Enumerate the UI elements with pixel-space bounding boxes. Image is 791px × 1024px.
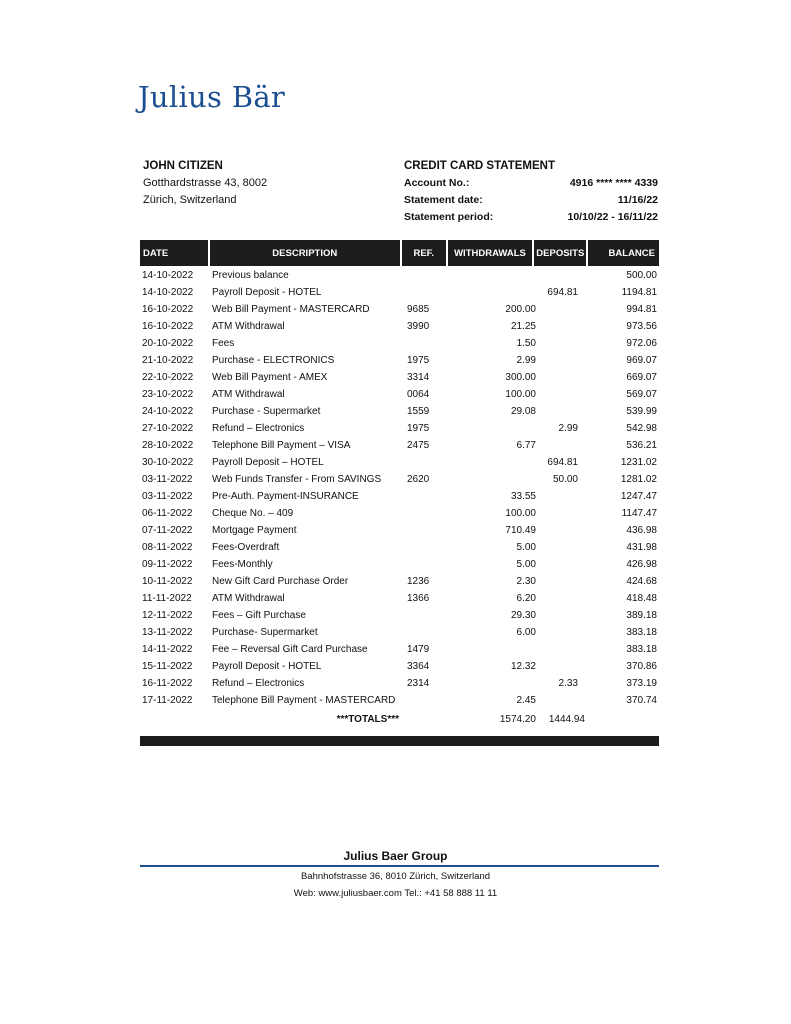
row-ref: 1366 <box>407 593 430 604</box>
row-balance: 973.56 <box>626 321 657 332</box>
statement-title: CREDIT CARD STATEMENT <box>404 160 555 172</box>
table-row <box>140 590 659 607</box>
row-description: Payroll Deposit – HOTEL <box>212 457 324 468</box>
row-ref: 1559 <box>407 406 430 417</box>
row-description: New Gift Card Purchase Order <box>212 576 349 587</box>
row-balance: 569.07 <box>626 389 657 400</box>
row-date: 21-10-2022 <box>142 355 194 366</box>
footer-company: Julius Baer Group <box>343 849 448 863</box>
header-withdrawals: WITHDRAWALS <box>448 240 533 266</box>
row-description: Purchase- Supermarket <box>212 627 318 638</box>
row-description: Cheque No. – 409 <box>212 508 294 519</box>
row-withdrawal: 1.50 <box>516 338 536 349</box>
row-withdrawal: 2.99 <box>516 355 536 366</box>
row-date: 07-11-2022 <box>142 525 193 536</box>
header-description: DESCRIPTION <box>210 240 400 266</box>
row-description: ATM Withdrawal <box>212 593 285 604</box>
table-row <box>140 573 659 590</box>
row-deposit: 50.00 <box>552 474 578 485</box>
table-bottom-bar <box>140 736 659 746</box>
row-balance: 994.81 <box>626 304 657 315</box>
row-description: Fees <box>212 338 235 349</box>
row-date: 09-11-2022 <box>142 559 193 570</box>
row-date: 13-11-2022 <box>142 627 193 638</box>
row-withdrawal: 100.00 <box>505 389 536 400</box>
row-ref: 1236 <box>407 576 430 587</box>
row-description: Previous balance <box>212 270 289 281</box>
statement-date-label: Statement date: <box>404 194 483 206</box>
row-date: 16-10-2022 <box>142 304 194 315</box>
row-balance: 370.86 <box>626 661 657 672</box>
row-date: 08-11-2022 <box>142 542 193 553</box>
footer-contact: Web: www.juliusbaer.com Tel.: +41 58 888 11 11 <box>293 888 498 899</box>
statement-period-value: 10/10/22 - 16/11/22 <box>567 211 658 223</box>
customer-address-block <box>143 158 267 209</box>
totals-label: ***TOTALS*** <box>336 713 399 725</box>
row-balance: 431.98 <box>626 542 657 553</box>
table-row <box>140 437 659 454</box>
row-ref: 3990 <box>407 321 430 332</box>
table-row <box>140 369 659 386</box>
table-body <box>140 267 659 709</box>
row-date: 03-11-2022 <box>142 474 193 485</box>
row-date: 10-11-2022 <box>142 576 193 587</box>
row-balance: 389.18 <box>626 610 657 621</box>
table-row <box>140 488 659 505</box>
row-ref: 3364 <box>407 661 430 672</box>
statement-info-block <box>404 158 658 226</box>
row-date: 17-11-2022 <box>142 695 193 706</box>
table-row <box>140 284 659 301</box>
row-balance: 1281.02 <box>620 474 657 485</box>
row-withdrawal: 200.00 <box>505 304 536 315</box>
row-ref: 0064 <box>407 389 430 400</box>
row-ref: 1479 <box>407 644 430 655</box>
row-description: Fees-Monthly <box>212 559 273 570</box>
table-row <box>140 335 659 352</box>
table-row <box>140 624 659 641</box>
row-description: Fee – Reversal Gift Card Purchase <box>212 644 368 655</box>
row-balance: 370.74 <box>626 695 657 706</box>
statement-date-value: 11/16/22 <box>617 194 658 206</box>
row-date: 23-10-2022 <box>142 389 194 400</box>
row-description: Fees – Gift Purchase <box>212 610 306 621</box>
row-description: Refund – Electronics <box>212 678 305 689</box>
row-withdrawal: 33.55 <box>510 491 536 502</box>
totals-row <box>140 709 659 729</box>
footer-address: Bahnhofstrasse 36, 8010 Zürich, Switzerland <box>300 871 491 882</box>
table-row <box>140 522 659 539</box>
row-deposit: 2.33 <box>558 678 578 689</box>
row-balance: 1194.81 <box>621 287 657 298</box>
row-date: 14-11-2022 <box>142 644 193 655</box>
row-balance: 383.18 <box>626 644 657 655</box>
row-balance: 383.18 <box>626 627 657 638</box>
customer-name: JOHN CITIZEN <box>143 160 223 172</box>
row-date: 14-10-2022 <box>142 270 194 281</box>
row-description: Pre-Auth. Payment-INSURANCE <box>212 491 359 502</box>
table-row <box>140 505 659 522</box>
statement-period-row <box>404 209 658 226</box>
table-row <box>140 607 659 624</box>
transactions-table <box>140 240 659 729</box>
table-row <box>140 692 659 709</box>
row-ref: 2314 <box>407 678 430 689</box>
row-balance: 536.21 <box>626 440 657 451</box>
row-date: 15-11-2022 <box>142 661 193 672</box>
row-balance: 424.68 <box>626 576 657 587</box>
row-balance: 669.07 <box>626 372 657 383</box>
row-description: Refund – Electronics <box>212 423 305 434</box>
footer-divider <box>140 865 659 867</box>
row-ref: 9685 <box>407 304 430 315</box>
row-deposit: 2.99 <box>558 423 578 434</box>
row-ref: 1975 <box>407 355 430 366</box>
row-withdrawal: 21.25 <box>510 321 536 332</box>
row-withdrawal: 29.30 <box>510 610 536 621</box>
row-date: 11-11-2022 <box>142 593 192 604</box>
row-description: Payroll Deposit - HOTEL <box>212 661 322 672</box>
row-date: 20-10-2022 <box>142 338 194 349</box>
row-description: Web Bill Payment - MASTERCARD <box>212 304 370 315</box>
row-withdrawal: 2.30 <box>516 576 536 587</box>
row-ref: 2475 <box>407 440 430 451</box>
header-deposits: DEPOSITS <box>534 240 586 266</box>
row-description: ATM Withdrawal <box>212 389 285 400</box>
row-description: Purchase - ELECTRONICS <box>212 355 335 366</box>
row-date: 22-10-2022 <box>142 372 194 383</box>
bank-logo: Julius Bär <box>138 80 286 114</box>
statement-period-label: Statement period: <box>404 211 494 223</box>
row-description: Web Funds Transfer - From SAVINGS <box>212 474 382 485</box>
customer-address-line1: Gotthardstrasse 43, 8002 <box>143 177 268 189</box>
row-description: Purchase - Supermarket <box>212 406 321 417</box>
row-withdrawal: 710.49 <box>505 525 536 536</box>
table-row <box>140 471 659 488</box>
account-row <box>404 175 658 192</box>
row-withdrawal: 6.00 <box>516 627 536 638</box>
row-balance: 1247.47 <box>620 491 657 502</box>
row-balance: 373.19 <box>626 678 657 689</box>
row-withdrawal: 5.00 <box>516 559 536 570</box>
row-description: Payroll Deposit - HOTEL <box>212 287 322 298</box>
row-date: 06-11-2022 <box>142 508 193 519</box>
totals-withdrawals: 1574.20 <box>499 713 536 725</box>
header-ref: REF. <box>402 240 446 266</box>
row-withdrawal: 100.00 <box>505 508 536 519</box>
row-date: 24-10-2022 <box>142 406 194 417</box>
row-date: 30-10-2022 <box>142 457 194 468</box>
row-balance: 426.98 <box>626 559 657 570</box>
customer-address-line2: Zürich, Switzerland <box>143 194 237 206</box>
table-row <box>140 420 659 437</box>
row-balance: 969.07 <box>626 355 657 366</box>
table-row <box>140 556 659 573</box>
row-withdrawal: 29.08 <box>510 406 536 417</box>
table-row <box>140 267 659 284</box>
table-row <box>140 675 659 692</box>
row-balance: 418.48 <box>626 593 657 604</box>
table-row <box>140 386 659 403</box>
row-description: ATM Withdrawal <box>212 321 285 332</box>
table-row <box>140 301 659 318</box>
row-ref: 3314 <box>407 372 430 383</box>
row-withdrawal: 300.00 <box>505 372 536 383</box>
row-balance: 539.99 <box>626 406 657 417</box>
row-withdrawal: 5.00 <box>516 542 536 553</box>
table-row <box>140 539 659 556</box>
row-description: Web Bill Payment - AMEX <box>212 372 328 383</box>
table-header <box>140 240 659 266</box>
row-balance: 972.06 <box>626 338 657 349</box>
row-description: Telephone Bill Payment - MASTERCARD <box>212 695 396 706</box>
row-date: 12-11-2022 <box>142 610 193 621</box>
row-balance: 1147.47 <box>621 508 657 519</box>
row-balance: 436.98 <box>626 525 657 536</box>
table-row <box>140 641 659 658</box>
row-description: Fees-Overdraft <box>212 542 280 553</box>
table-row <box>140 403 659 420</box>
row-balance: 500.00 <box>626 270 657 281</box>
account-value: 4916 **** **** 4339 <box>569 177 658 189</box>
row-description: Mortgage Payment <box>212 525 297 536</box>
row-description: Telephone Bill Payment – VISA <box>212 440 351 451</box>
row-deposit: 694.81 <box>547 457 578 468</box>
totals-deposits: 1444.94 <box>548 713 585 725</box>
header-balance: BALANCE <box>588 240 659 266</box>
row-date: 16-11-2022 <box>142 678 193 689</box>
row-date: 14-10-2022 <box>142 287 194 298</box>
table-row <box>140 352 659 369</box>
row-balance: 542.98 <box>626 423 657 434</box>
row-ref: 2620 <box>407 474 430 485</box>
row-withdrawal: 6.20 <box>516 593 536 604</box>
row-withdrawal: 6.77 <box>516 440 536 451</box>
row-balance: 1231.02 <box>620 457 657 468</box>
row-date: 16-10-2022 <box>142 321 194 332</box>
row-withdrawal: 2.45 <box>516 695 536 706</box>
row-deposit: 694.81 <box>547 287 578 298</box>
row-withdrawal: 12.32 <box>510 661 536 672</box>
table-row <box>140 658 659 675</box>
table-row <box>140 318 659 335</box>
row-date: 28-10-2022 <box>142 440 194 451</box>
row-date: 03-11-2022 <box>142 491 193 502</box>
header-date: DATE <box>140 240 208 266</box>
row-ref: 1975 <box>407 423 430 434</box>
row-date: 27-10-2022 <box>142 423 194 434</box>
statement-date-row <box>404 192 658 209</box>
table-row <box>140 454 659 471</box>
account-label: Account No.: <box>404 177 470 189</box>
